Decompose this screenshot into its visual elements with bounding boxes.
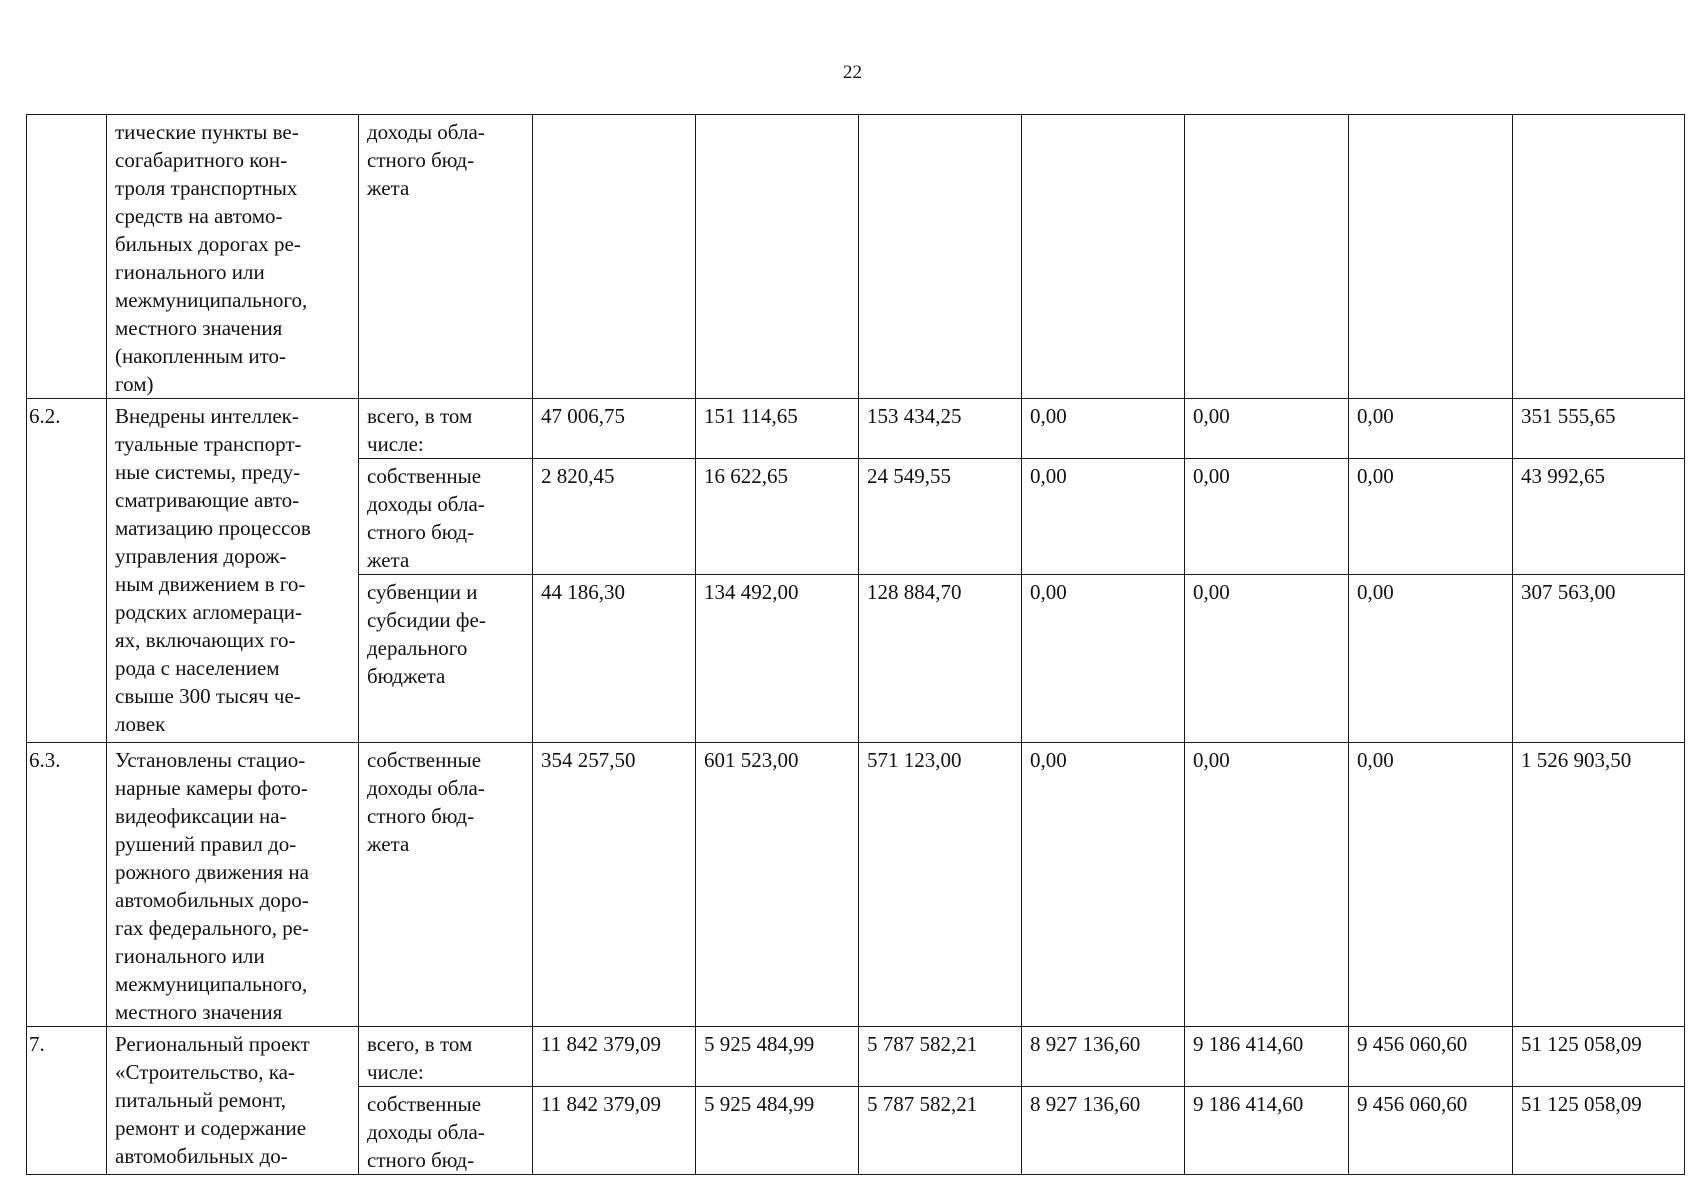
- value-cell: 2 820,45: [533, 459, 696, 575]
- funding-source-cell: субвенции и субсидии фе- дерального бюджета: [359, 575, 533, 743]
- total-cell: 51 125 058,09: [1513, 1087, 1685, 1175]
- value-cell: 8 927 136,60: [1022, 1087, 1185, 1175]
- value-cell: 0,00: [1349, 575, 1513, 743]
- funding-source-cell: собственные доходы обла- стного бюд- жета: [359, 743, 533, 1027]
- value-cell: 0,00: [1022, 575, 1185, 743]
- value-cell: 134 492,00: [696, 575, 859, 743]
- total-cell: 307 563,00: [1513, 575, 1685, 743]
- value-cell: 0,00: [1022, 459, 1185, 575]
- total-cell: 1 526 903,50: [1513, 743, 1685, 1027]
- value-cell: 128 884,70: [859, 575, 1022, 743]
- funding-source-cell: собственные доходы обла- стного бюд-: [359, 1087, 533, 1175]
- page-number: 22: [843, 62, 862, 83]
- value-cell: 0,00: [1185, 575, 1349, 743]
- value-cell: 0,00: [1185, 743, 1349, 1027]
- value-cell: 47 006,75: [533, 399, 696, 459]
- value-cell: 153 434,25: [859, 399, 1022, 459]
- value-cell: [1349, 115, 1513, 399]
- funding-source-cell: всего, в том числе:: [359, 1027, 533, 1087]
- value-cell: 0,00: [1349, 743, 1513, 1027]
- funding-source-cell: собственные доходы обла- стного бюд- жета: [359, 459, 533, 575]
- value-cell: [1185, 115, 1349, 399]
- total-cell: 51 125 058,09: [1513, 1027, 1685, 1087]
- table-row: [27, 1027, 1685, 1087]
- row-name-cell: Установлены стацио- нарные камеры фото- видеофиксации на- рушений правил до- рожного движения на автомобильных доро- гах федерального, ре- гионального или межмуниципального, местного значения: [107, 743, 359, 1027]
- value-cell: 5 925 484,99: [696, 1087, 859, 1175]
- value-cell: 9 186 414,60: [1185, 1027, 1349, 1087]
- value-cell: 0,00: [1022, 399, 1185, 459]
- total-cell: 43 992,65: [1513, 459, 1685, 575]
- row-name-cell: тические пункты ве- согабаритного кон- троля транспортных средств на автомо- бильных дорогах ре- гионального или межмуниципального, местного значения (накопленным ито- гом): [107, 115, 359, 399]
- row-number-cell: 6.2.: [27, 399, 107, 743]
- value-cell: 9 456 060,60: [1349, 1087, 1513, 1175]
- row-number-cell: 7.: [27, 1027, 107, 1175]
- value-cell: 24 549,55: [859, 459, 1022, 575]
- value-cell: [533, 115, 696, 399]
- value-cell: 0,00: [1349, 399, 1513, 459]
- row-name-cell: Региональный проект «Строительство, ка- питальный ремонт, ремонт и содержание автомобильных до-: [107, 1027, 359, 1175]
- value-cell: 9 456 060,60: [1349, 1027, 1513, 1087]
- table-row: [27, 743, 1685, 1027]
- total-cell: 351 555,65: [1513, 399, 1685, 459]
- value-cell: 8 927 136,60: [1022, 1027, 1185, 1087]
- value-cell: 5 787 582,21: [859, 1027, 1022, 1087]
- total-cell: [1513, 115, 1685, 399]
- value-cell: 5 925 484,99: [696, 1027, 859, 1087]
- value-cell: 11 842 379,09: [533, 1087, 696, 1175]
- value-cell: 601 523,00: [696, 743, 859, 1027]
- value-cell: [696, 115, 859, 399]
- row-number-cell: 6.3.: [27, 743, 107, 1027]
- value-cell: 0,00: [1185, 399, 1349, 459]
- value-cell: 0,00: [1349, 459, 1513, 575]
- funding-source-cell: всего, в том числе:: [359, 399, 533, 459]
- value-cell: 571 123,00: [859, 743, 1022, 1027]
- table-row: [27, 399, 1685, 459]
- value-cell: 44 186,30: [533, 575, 696, 743]
- table-row: [27, 115, 1685, 399]
- value-cell: 151 114,65: [696, 399, 859, 459]
- value-cell: 354 257,50: [533, 743, 696, 1027]
- value-cell: 9 186 414,60: [1185, 1087, 1349, 1175]
- funding-source-cell: доходы обла- стного бюд- жета: [359, 115, 533, 399]
- budget-table: [26, 114, 1685, 1175]
- value-cell: 0,00: [1022, 743, 1185, 1027]
- value-cell: 11 842 379,09: [533, 1027, 696, 1087]
- row-name-cell: Внедрены интеллек- туальные транспорт- ные системы, преду- сматривающие авто- матизацию процессов управления дорож- ным движением в го- родских агломераци- ях, включающих го- рода с населением свыше 300 тысяч че- ловек: [107, 399, 359, 743]
- row-number-cell: [27, 115, 107, 399]
- value-cell: 5 787 582,21: [859, 1087, 1022, 1175]
- value-cell: 0,00: [1185, 459, 1349, 575]
- value-cell: [859, 115, 1022, 399]
- value-cell: [1022, 115, 1185, 399]
- value-cell: 16 622,65: [696, 459, 859, 575]
